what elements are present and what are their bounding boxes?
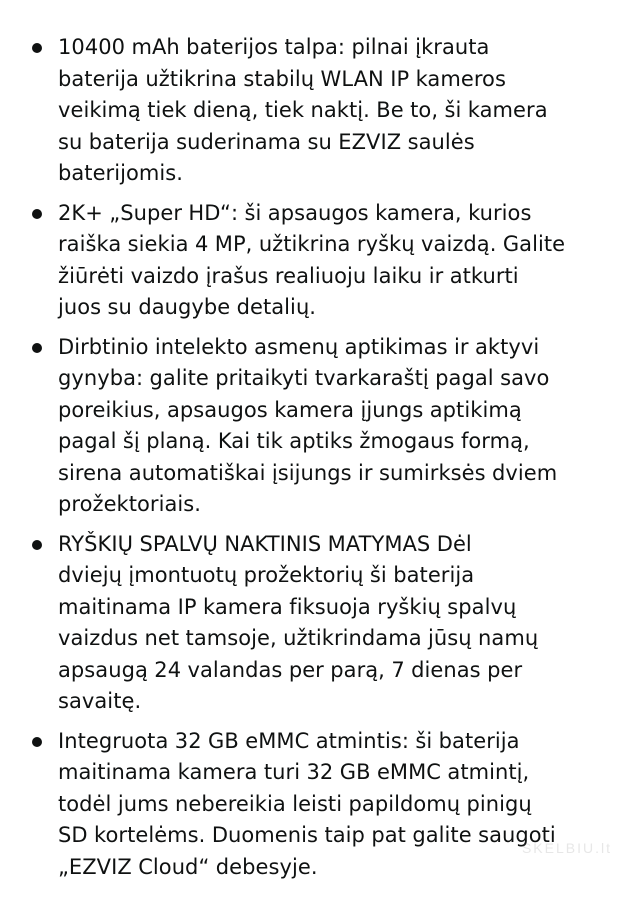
bullet-icon [26, 198, 58, 230]
feature-item-battery [26, 32, 606, 190]
bullet-icon [26, 332, 58, 364]
feature-text [58, 529, 606, 718]
feature-line: apsaugą 24 valandas per parą, 7 dienas per [58, 657, 523, 682]
feature-line: 2K+ „Super HD“: ši apsaugos kamera, kurios [58, 200, 532, 225]
watermark: SKELBIU.lt [521, 840, 612, 856]
feature-line: poreikius, apsaugos kamera įjungs aptikimą [58, 397, 522, 422]
feature-line: vaizdus net tamsoje, užtikrindama jūsų namų [58, 626, 539, 650]
feature-line: SD kortelėms. Duomenis taip pat galite saugoti [58, 823, 556, 847]
feature-line: Integruota 32 GB eMMC atmintis: ši baterija [58, 728, 520, 753]
feature-line: baterijomis. [58, 161, 184, 185]
feature-text [58, 726, 606, 884]
feature-line: Dirbtinio intelekto asmenų aptikimas ir aktyvi [58, 334, 540, 359]
feature-line: sirena automatiškai įsijungs ir sumirksės dviem [58, 460, 558, 485]
feature-line: juos su daugybe detalių. [58, 295, 317, 319]
feature-line: dviejų įmontuotų prožektorių ši baterija [58, 563, 475, 587]
feature-item-ai-detection [26, 332, 606, 521]
feature-line: su baterija suderinama su EZVIZ saulės [58, 129, 475, 154]
feature-line: veikimą tiek dieną, tiek naktį. Be to, ši kamera [58, 98, 548, 122]
feature-text [58, 198, 606, 324]
bullet-icon [26, 726, 58, 758]
feature-line: „EZVIZ Cloud“ debesyje. [58, 854, 318, 879]
feature-line: maitinama IP kamera fiksuoja ryškių spalvų [58, 594, 517, 619]
feature-line: baterija užtikrina stabilų WLAN IP kameros [58, 66, 506, 91]
feature-item-resolution [26, 198, 606, 324]
feature-item-storage [26, 726, 606, 884]
feature-line: raiška siekia 4 MP, užtikrina ryškų vaizdą. Galite [58, 232, 566, 256]
bullet-icon [26, 529, 58, 561]
feature-line: prožektoriais. [58, 492, 202, 516]
feature-line: savaitę. [58, 689, 142, 713]
feature-line: maitinama kamera turi 32 GB eMMC atmintį, [58, 760, 530, 784]
feature-item-night-vision [26, 529, 606, 718]
feature-line: pagal šį planą. Kai tik aptiks žmogaus formą, [58, 429, 530, 453]
bullet-icon [26, 32, 58, 64]
feature-line: žiūrėti vaizdo įrašus realiuoju laiku ir atkurti [58, 263, 519, 288]
feature-bullet-list [26, 32, 606, 891]
feature-line: gynyba: galite pritaikyti tvarkaraštį pagal savo [58, 366, 550, 390]
feature-line: RYŠKIŲ SPALVŲ NAKTINIS MATYMAS Dėl [58, 531, 472, 556]
feature-line: todėl jums nebereikia leisti papildomų pinigų [58, 791, 532, 816]
feature-text [58, 332, 606, 521]
feature-line: 10400 mAh baterijos talpa: pilnai įkrauta [58, 35, 490, 59]
feature-text [58, 32, 606, 190]
